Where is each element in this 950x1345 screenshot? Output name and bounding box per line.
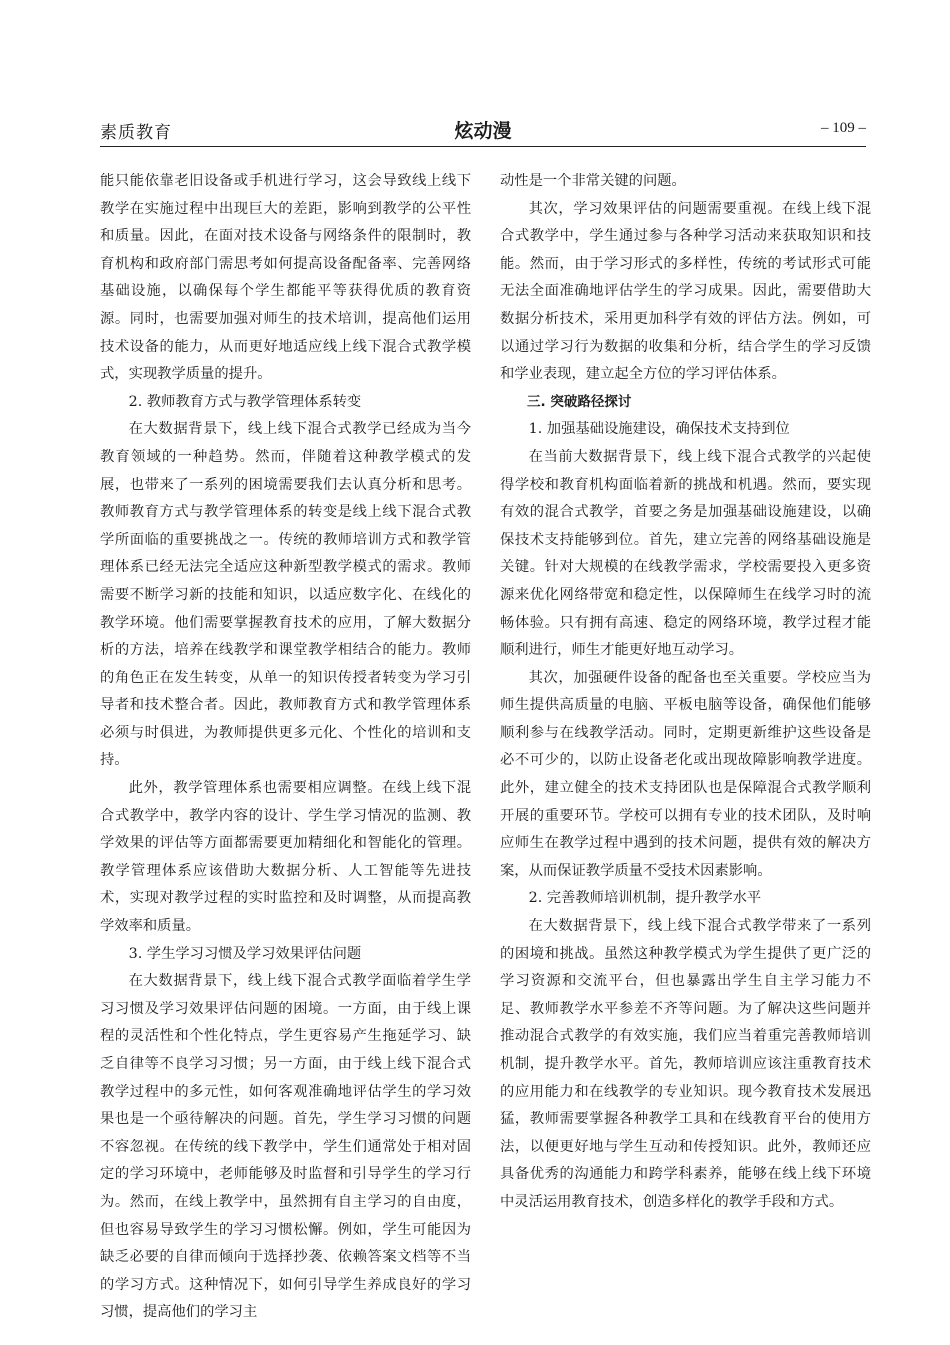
subheading: 3. 学生学习习惯及学习效果评估问题 <box>128 945 362 962</box>
paragraph: 此外，教学管理体系也需要相应调整。在线上线下混合式教学中，教学内容的设计、学生学习情况的监测、教学效果的评估等方面都需要更加精细化和智能化的管理。教学管理体系应该借助大数据分析、人工智能等先进技术，实现对教学过程的实时监控和及时调整，从而提高教学效率和质量。 <box>100 780 471 935</box>
left-column <box>100 168 471 1327</box>
page-header <box>100 116 866 146</box>
paragraph: 在大数据背景下，线上线下混合式教学已经成为当今教育领域的一种趋势。然而，伴随着这种教学模式的发展，也带来了一系列的困境需要我们去认真分析和思考。教师教育方式与教学管理体系的转变是线上线下混合式教学所面临的重要挑战之一。传统的教师培训方式和教学管理体系已经无法完全适应这种新型教学模式的需求。教师需要不断学习新的技能和知识，以适应数字化、在线化的教学环境。他们需要掌握教育技术的应用，了解大数据分析的方法，培养在线教学和课堂教学相结合的能力。教师的角色正在发生转变，从单一的知识传授者转变为学习引导者和技术整合者。因此，教师教育方式和教学管理体系必须与时俱进，为教师提供更多元化、个性化的培训和支持。 <box>100 421 471 769</box>
subheading: 1. 加强基础设施建设，确保技术支持到位 <box>528 421 790 438</box>
journal-name: 素质教育 <box>100 123 172 143</box>
paragraph: 其次，学习效果评估的问题需要重视。在线上线下混合式教学中，学生通过参与各种学习活动来获取知识和技能。然而，由于学习形式的多样性，传统的考试形式可能无法全面准确地评估学生的学习成果。因此，需要借助大数据分析技术，采用更加科学有效的评估方法。例如，可以通过学习行为数据的收集和分析，结合学生的学习反馈和学业表现，建立起全方位的学习评估体系。 <box>500 200 871 383</box>
subheading: 2. 完善教师培训机制，提升教学水平 <box>528 890 762 907</box>
paragraph: 其次，加强硬件设备的配备也至关重要。学校应当为师生提供高质量的电脑、平板电脑等设备，确保他们能够顺利参与在线教学活动。同时，定期更新维护这些设备是必不可少的，以防止设备老化或出现故障影响教学进度。此外，建立健全的技术支持团队也是保障混合式教学顺利开展的重要环节。学校可以拥有专业的技术团队，及时响应师生在教学过程中遇到的技术问题，提供有效的解决方案，从而保证教学质量不受技术因素影响。 <box>500 669 871 879</box>
running-title: 炫动漫 <box>454 120 512 142</box>
paragraph: 在当前大数据背景下，线上线下混合式教学的兴起使得学校和教育机构面临着新的挑战和机遇。然而，要实现有效的混合式教学，首要之务是加强基础设施建设，以确保技术支持能够到位。首先，建立完善的网络基础设施是关键。针对大规模的在线教学需求，学校需要投入更多资源来优化网络带宽和稳定性，以保障师生在线学习时的流畅体验。只有拥有高速、稳定的网络环境，教学过程才能顺利进行，师生才能更好地互动学习。 <box>500 448 871 659</box>
paragraph: 在大数据背景下，线上线下混合式教学面临着学生学习习惯及学习效果评估问题的困境。一方面，由于线上课程的灵活性和个性化特点，学生更容易产生拖延学习、缺乏自律等不良学习习惯；另一方面，由于线上线下混合式教学过程中的多元性，如何客观准确地评估学生的学习效果也是一个亟待解决的问题。首先，学生学习习惯的问题不容忽视。在传统的线下教学中，学生们通常处于相对固定的学习环境中，老师能够及时监督和引导学生的学习行为。然而，在线上教学中，虽然拥有自主学习的自由度，但也容易导致学生的学习习惯松懈。例如，学生可能因为缺乏必要的自律而倾向于选择抄袭、依赖答案文档等不当的学习方式。这种情况下，如何引导学生养成良好的学习习惯，提高他们的学习主 <box>100 973 471 1321</box>
section-heading: 三. 突破路径探讨 <box>527 393 632 410</box>
header-rule <box>100 146 866 147</box>
paragraph: 在大数据背景下，线上线下混合式教学带来了一系列的困境和挑战。虽然这种教学模式为学生提供了更广泛的学习资源和交流平台，但也暴露出学生自主学习能力不足、教师教学水平参差不齐等问题。为了解决这些问题并推动混合式教学的有效实施，我们应当着重完善教师培训机制，提升教学水平。首先，教师培训应该注重教育技术的应用能力和在线教学的专业知识。现今教育技术发展迅猛，教师需要掌握各种教学工具和在线教育平台的使用方法，以便更好地与学生互动和传授知识。此外，教师还应具备优秀的沟通能力和跨学科素养，能够在线上线下环境中灵活运用教育技术，创造多样化的教学手段和方式。 <box>500 918 871 1210</box>
subheading: 2. 教师教育方式与教学管理体系转变 <box>128 393 362 410</box>
page-number: – 109 – <box>821 120 866 136</box>
paragraph-continued: 动性是一个非常关键的问题。 <box>500 173 686 189</box>
right-column <box>500 168 871 1217</box>
paragraph-continued: 能只能依靠老旧设备或手机进行学习，这会导致线上线下教学在实施过程中出现巨大的差距，影响到教学的公平性和质量。因此，在面对技术设备与网络条件的限制时，教育机构和政府部门需思考如何提高设备配备率、完善网络基础设施，以确保每个学生都能平等获得优质的教育资源。同时，也需要加强对师生的技术培训，提高他们运用技术设备的能力，从而更好地适应线上线下混合式教学模式，实现教学质量的提升。 <box>100 173 471 383</box>
